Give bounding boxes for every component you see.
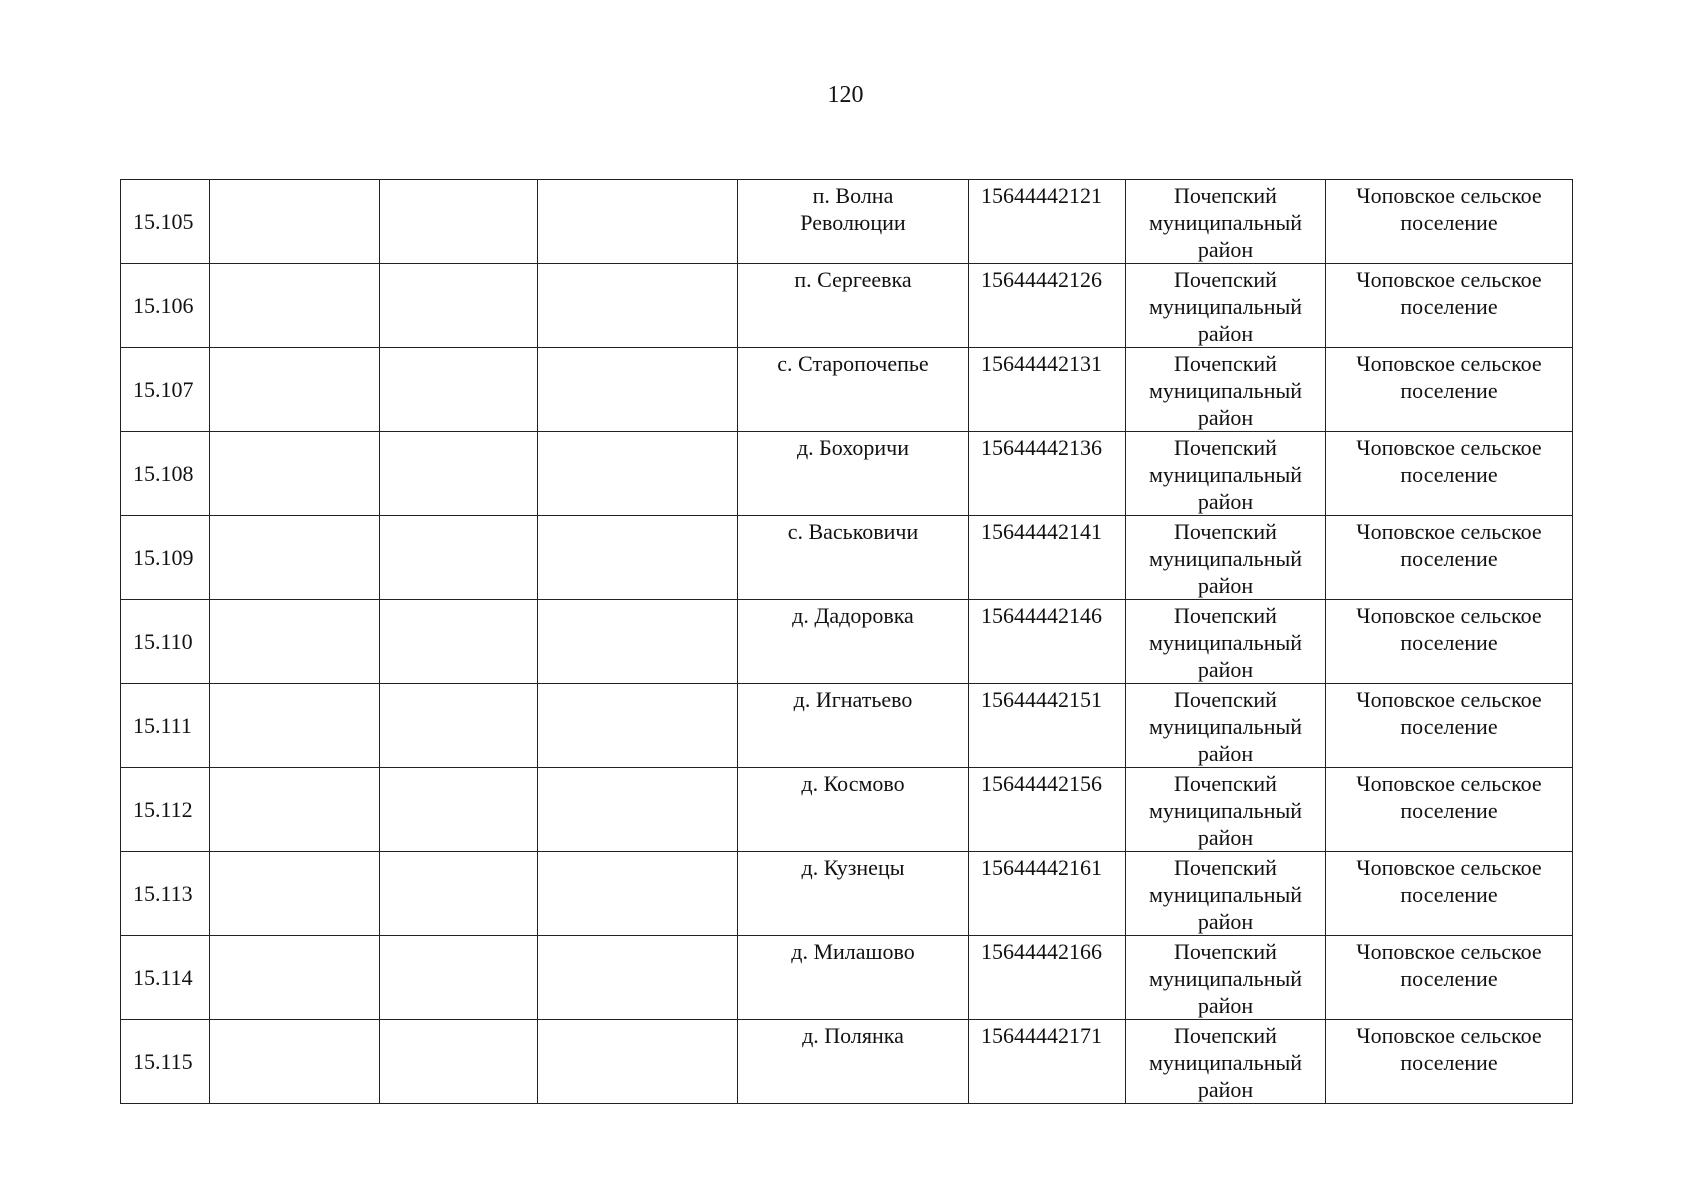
- empty-cell: [210, 1020, 380, 1104]
- settlement-cell: [1326, 684, 1573, 768]
- empty-cell: [380, 684, 538, 768]
- district-name: район: [1197, 909, 1254, 934]
- place-name-cell: [738, 432, 969, 516]
- district-name: муниципальный: [1148, 966, 1303, 991]
- place-name-cell: [738, 516, 969, 600]
- empty-cell: [210, 180, 380, 264]
- district-cell: [1126, 684, 1326, 768]
- empty-cell: [538, 936, 738, 1020]
- district-cell: [1126, 936, 1326, 1020]
- settlement-cell: [1326, 516, 1573, 600]
- place-name-cell: [738, 1020, 969, 1104]
- place-name: д. Полянка: [802, 1023, 904, 1048]
- row-number: 15.107: [133, 377, 194, 402]
- district-cell: [1126, 180, 1326, 264]
- district-name: муниципальный: [1148, 546, 1303, 571]
- table-row: [121, 600, 1573, 684]
- oktmo-code: 15644442141: [981, 519, 1102, 544]
- empty-cell: [380, 516, 538, 600]
- settlement-name: Чоповское сельское: [1356, 351, 1542, 376]
- empty-cell: [538, 768, 738, 852]
- page-number: 120: [827, 82, 864, 108]
- place-name: д. Космово: [801, 771, 905, 796]
- district-name: муниципальный: [1148, 630, 1303, 655]
- row-number: 15.109: [133, 545, 194, 570]
- place-name-cell: [738, 264, 969, 348]
- table-row: [121, 264, 1573, 348]
- settlement-name: поселение: [1400, 630, 1498, 655]
- district-cell: [1126, 600, 1326, 684]
- oktmo-code-cell: [969, 936, 1126, 1020]
- oktmo-code: 15644442166: [981, 939, 1102, 964]
- oktmo-code: 15644442146: [981, 603, 1102, 628]
- district-name: район: [1197, 1077, 1254, 1102]
- row-number-cell: [121, 516, 210, 600]
- table-row: [121, 516, 1573, 600]
- district-name: муниципальный: [1148, 882, 1303, 907]
- empty-cell: [380, 852, 538, 936]
- row-number: 15.113: [133, 881, 193, 906]
- row-number: 15.110: [133, 629, 193, 654]
- settlement-cell: [1326, 852, 1573, 936]
- empty-cell: [538, 852, 738, 936]
- oktmo-code: 15644442126: [981, 267, 1102, 292]
- empty-cell: [538, 180, 738, 264]
- empty-cell: [380, 600, 538, 684]
- district-name: Почепский: [1174, 351, 1277, 376]
- district-name: Почепский: [1174, 855, 1277, 880]
- table-row: [121, 348, 1573, 432]
- district-cell: [1126, 348, 1326, 432]
- district-name: муниципальный: [1148, 210, 1303, 235]
- settlement-name: Чоповское сельское: [1356, 771, 1542, 796]
- empty-cell: [538, 684, 738, 768]
- district-name: Почепский: [1174, 519, 1277, 544]
- place-name: с. Васьковичи: [787, 519, 919, 544]
- place-name: д. Дадоровка: [792, 603, 914, 628]
- settlement-name: поселение: [1400, 714, 1498, 739]
- settlement-cell: [1326, 936, 1573, 1020]
- district-name: муниципальный: [1148, 798, 1303, 823]
- district-name: район: [1197, 573, 1254, 598]
- district-name: муниципальный: [1148, 378, 1303, 403]
- district-name: Почепский: [1174, 183, 1277, 208]
- oktmo-code: 15644442161: [981, 855, 1102, 880]
- district-cell: [1126, 852, 1326, 936]
- district-cell: [1126, 516, 1326, 600]
- place-name: д. Игнатьево: [793, 687, 913, 712]
- row-number: 15.106: [133, 293, 194, 318]
- settlement-name: Чоповское сельское: [1356, 855, 1542, 880]
- oktmo-code-cell: [969, 516, 1126, 600]
- district-name: район: [1197, 321, 1254, 346]
- district-name: район: [1197, 405, 1254, 430]
- empty-cell: [210, 684, 380, 768]
- settlement-name: Чоповское сельское: [1356, 939, 1542, 964]
- district-name: район: [1197, 993, 1254, 1018]
- empty-cell: [380, 768, 538, 852]
- district-name: муниципальный: [1148, 1050, 1303, 1075]
- district-name: Почепский: [1174, 1023, 1277, 1048]
- district-name: муниципальный: [1148, 294, 1303, 319]
- oktmo-code-cell: [969, 348, 1126, 432]
- district-name: Почепский: [1174, 435, 1277, 460]
- district-name: Почепский: [1174, 939, 1277, 964]
- settlement-name: Чоповское сельское: [1356, 519, 1542, 544]
- row-number: 15.112: [133, 797, 193, 822]
- row-number-cell: [121, 768, 210, 852]
- row-number: 15.108: [133, 461, 194, 486]
- settlement-name: поселение: [1400, 966, 1498, 991]
- place-name-cell: [738, 600, 969, 684]
- empty-cell: [210, 936, 380, 1020]
- place-name: д. Милашово: [791, 939, 915, 964]
- district-name: район: [1197, 237, 1254, 262]
- oktmo-code-cell: [969, 684, 1126, 768]
- settlement-name: поселение: [1400, 294, 1498, 319]
- district-name: муниципальный: [1148, 714, 1303, 739]
- empty-cell: [210, 768, 380, 852]
- empty-cell: [380, 432, 538, 516]
- settlement-cell: [1326, 180, 1573, 264]
- oktmo-code-cell: [969, 432, 1126, 516]
- district-name: район: [1197, 825, 1254, 850]
- table-row: [121, 1020, 1573, 1104]
- table-row: [121, 936, 1573, 1020]
- settlement-cell: [1326, 264, 1573, 348]
- place-name-cell: [738, 348, 969, 432]
- empty-cell: [538, 516, 738, 600]
- district-name: Почепский: [1174, 771, 1277, 796]
- district-name: район: [1197, 657, 1254, 682]
- empty-cell: [538, 1020, 738, 1104]
- empty-cell: [538, 264, 738, 348]
- place-name: с. Старопочепье: [777, 351, 929, 376]
- settlement-cell: [1326, 432, 1573, 516]
- empty-cell: [210, 348, 380, 432]
- row-number: 15.111: [133, 713, 192, 738]
- empty-cell: [210, 600, 380, 684]
- empty-cell: [380, 1020, 538, 1104]
- row-number-cell: [121, 432, 210, 516]
- place-name: д. Бохоричи: [796, 435, 910, 460]
- row-number-cell: [121, 264, 210, 348]
- settlement-cell: [1326, 348, 1573, 432]
- empty-cell: [210, 432, 380, 516]
- settlement-cell: [1326, 600, 1573, 684]
- place-name-cell: [738, 180, 969, 264]
- empty-cell: [538, 432, 738, 516]
- settlement-name: Чоповское сельское: [1356, 603, 1542, 628]
- table-row: [121, 768, 1573, 852]
- district-cell: [1126, 432, 1326, 516]
- settlement-name: поселение: [1400, 882, 1498, 907]
- place-name: п. Волна: [812, 183, 894, 208]
- place-name-cell: [738, 936, 969, 1020]
- settlement-cell: [1326, 1020, 1573, 1104]
- settlement-name: Чоповское сельское: [1356, 435, 1542, 460]
- table-row: [121, 432, 1573, 516]
- empty-cell: [380, 936, 538, 1020]
- row-number-cell: [121, 684, 210, 768]
- district-name: Почепский: [1174, 687, 1277, 712]
- settlement-name: поселение: [1400, 462, 1498, 487]
- oktmo-code: 15644442121: [981, 183, 1102, 208]
- settlement-name: Чоповское сельское: [1356, 183, 1542, 208]
- row-number-cell: [121, 348, 210, 432]
- oktmo-code: 15644442136: [981, 435, 1102, 460]
- oktmo-code-cell: [969, 180, 1126, 264]
- settlement-name: Чоповское сельское: [1356, 687, 1542, 712]
- row-number-cell: [121, 180, 210, 264]
- settlement-cell: [1326, 768, 1573, 852]
- empty-cell: [380, 264, 538, 348]
- district-cell: [1126, 1020, 1326, 1104]
- settlement-name: Чоповское сельское: [1356, 1023, 1542, 1048]
- district-name: район: [1197, 489, 1254, 514]
- empty-cell: [380, 180, 538, 264]
- place-name: д. Кузнецы: [801, 855, 905, 880]
- row-number: 15.114: [133, 965, 193, 990]
- place-name-cell: [738, 768, 969, 852]
- row-number-cell: [121, 852, 210, 936]
- row-number-cell: [121, 936, 210, 1020]
- district-name: Почепский: [1174, 603, 1277, 628]
- place-name-cell: [738, 852, 969, 936]
- oktmo-code: 15644442131: [981, 351, 1102, 376]
- table-body: [121, 180, 1573, 1104]
- empty-cell: [380, 348, 538, 432]
- empty-cell: [210, 516, 380, 600]
- row-number-cell: [121, 600, 210, 684]
- settlement-name: поселение: [1400, 378, 1498, 403]
- empty-cell: [210, 264, 380, 348]
- oktmo-code: 15644442171: [981, 1023, 1102, 1048]
- settlement-name: поселение: [1400, 798, 1498, 823]
- empty-cell: [210, 852, 380, 936]
- table-row: [121, 852, 1573, 936]
- row-number-cell: [121, 1020, 210, 1104]
- district-cell: [1126, 264, 1326, 348]
- settlement-name: поселение: [1400, 1050, 1498, 1075]
- oktmo-code-cell: [969, 264, 1126, 348]
- oktmo-code-cell: [969, 600, 1126, 684]
- district-name: Почепский: [1174, 267, 1277, 292]
- place-name: Революции: [800, 210, 906, 235]
- oktmo-code-cell: [969, 768, 1126, 852]
- row-number: 15.105: [133, 209, 194, 234]
- table-row: [121, 684, 1573, 768]
- district-name: район: [1197, 741, 1254, 766]
- empty-cell: [538, 600, 738, 684]
- settlement-name: Чоповское сельское: [1356, 267, 1542, 292]
- oktmo-code-cell: [969, 852, 1126, 936]
- oktmo-code: 15644442151: [981, 687, 1102, 712]
- row-number: 15.115: [133, 1049, 193, 1074]
- district-cell: [1126, 768, 1326, 852]
- settlement-name: поселение: [1400, 210, 1498, 235]
- district-name: муниципальный: [1148, 462, 1303, 487]
- settlement-name: поселение: [1400, 546, 1498, 571]
- oktmo-code-cell: [969, 1020, 1126, 1104]
- place-name-cell: [738, 684, 969, 768]
- empty-cell: [538, 348, 738, 432]
- settlements-table: [120, 179, 1573, 1104]
- oktmo-code: 15644442156: [981, 771, 1102, 796]
- table-row: [121, 180, 1573, 264]
- place-name: п. Сергеевка: [794, 267, 912, 292]
